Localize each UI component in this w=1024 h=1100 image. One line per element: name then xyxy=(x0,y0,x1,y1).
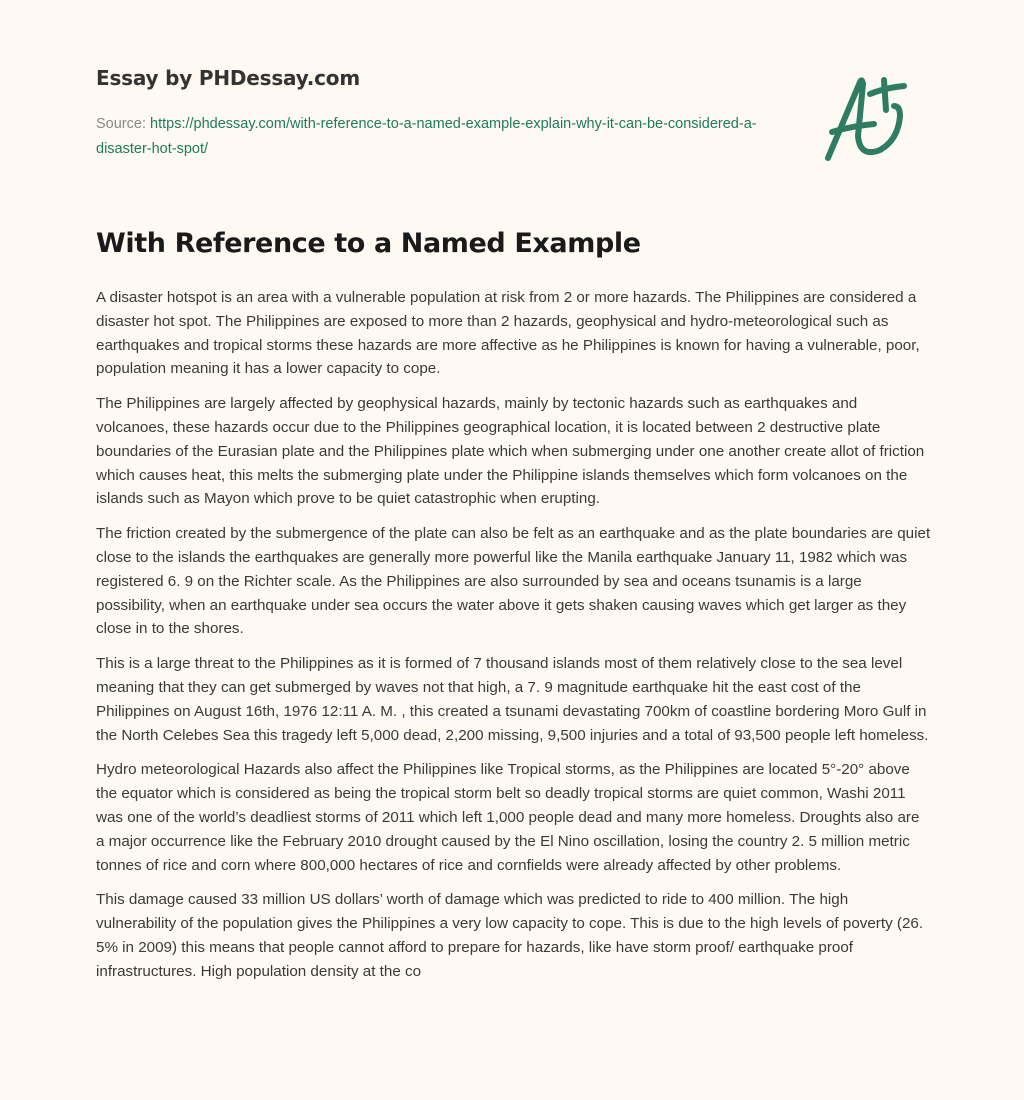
paragraph: This damage caused 33 million US dollars’ worth of damage which was predicted to ride to 400 million. The high vulnerability of the population gives the Philippines a very low capacity to cope. This is due to the high levels of poverty (26. 5% in 2009) this means that people cannot afford to prepare for hazards, like have storm proof/ earthquake proof infrastructures. High population density at the co xyxy=(96,891,924,980)
paragraph: This is a large threat to the Philippines as it is formed of 7 thousand islands most of them relatively close to the sea level meaning that they can get submerged by waves not that high, a 7. 9 magnitude earthquake hit the east cost of the Philippines on August 16th, 1976 12:11 A. M. , this created a tsunami devastating 700km of coastline bordering Moro Gulf in the North Celebes Sea this tragedy left 5,000 dead, 2,200 missing, 9,500 injuries and a total of 93,500 people left homeless. xyxy=(96,655,929,744)
essay-header xyxy=(96,64,776,162)
paragraph: The friction created by the submergence of the plate can also be felt as an earthquake and as the plate boundaries are quiet close to the islands the earthquakes are generally more powerful like the Manila earthquake January 11, 1982 which was registered 6. 9 on the Richter scale. As the Philippines are also surrounded by sea and oceans tsunamis is a large possibility, when an earthquake under sea occurs the water above it gets shaken causing waves which get larger as they close in to the shores. xyxy=(96,525,931,638)
source-label: Source: xyxy=(96,116,146,132)
site-title: Essay by PHDessay.com xyxy=(96,66,360,90)
paragraph: A disaster hotspot is an area with a vulnerable population at risk from 2 or more hazards. The Philippines are considered a disaster hot spot. The Philippines are exposed to more than 2 hazards, geophysical and hydro-meteorological such as earthquakes and tropical storms these hazards are more affective as he Philippines is known for having a vulnerable, poor, population meaning it has a lower capacity to cope. xyxy=(96,289,920,378)
a-plus-grade-icon xyxy=(818,66,928,166)
article-body xyxy=(96,286,931,995)
paragraph: The Philippines are largely affected by geophysical hazards, mainly by tectonic hazards such as earthquakes and volcanoes, these hazards occur due to the Philippines geographical location, it is located between 2 destructive plate boundaries of the Eurasian plate and the Philippines plate which when submerging under one another create allot of friction which causes heat, this melts the submerging plate under the Philippine islands themselves which form volcanoes on the islands such as Mayon which prove to be quiet catastrophic when erupting. xyxy=(96,395,925,508)
page-title: With Reference to a Named Example xyxy=(96,228,641,259)
paragraph: Hydro meteorological Hazards also affect the Philippines like Tropical storms, as the Philippines are located 5°-20° above the equator which is considered as being the tropical storm belt so deadly tropical storms are quiet common, Washi 2011 was one of the world’s deadliest storms of 2011 which left 1,000 people dead and many more homeless. Droughts also are a major occurrence like the February 2010 drought caused by the El Nino oscillation, losing the country 2. 5 million metric tonnes of rice and corn where 800,000 hectares of rice and cornfields were already affected by other problems. xyxy=(96,761,920,874)
source-line xyxy=(96,112,776,162)
source-link[interactable]: https://phdessay.com/with-reference-to-a-named-example-explain-why-it-can-be-considered-a-disaster-hot-spot/ xyxy=(96,116,757,157)
